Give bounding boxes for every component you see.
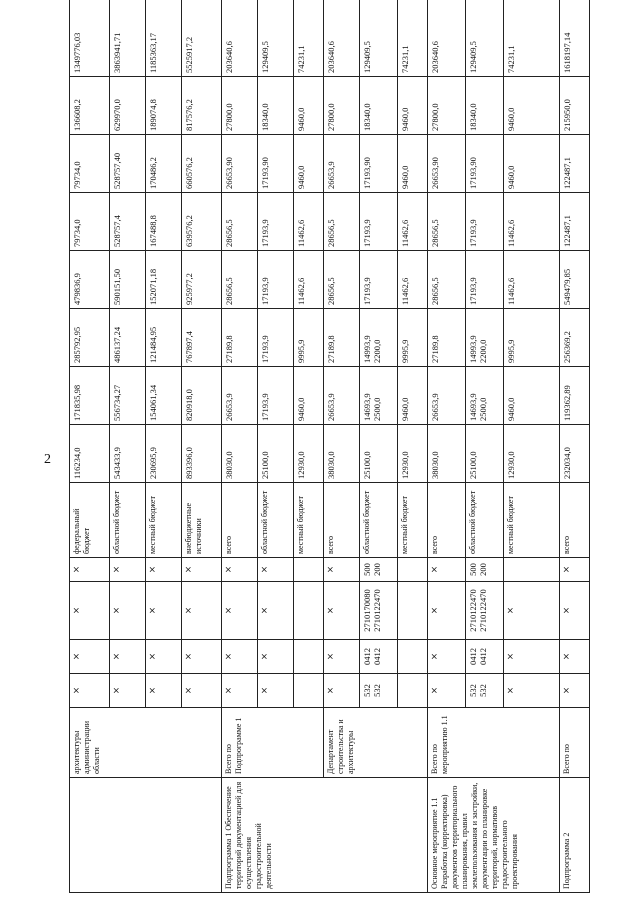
- amount-cell: 17193,90: [466, 135, 504, 193]
- amount-cell: 17193,9: [466, 251, 504, 309]
- amount-cell: 12930,0: [294, 425, 324, 483]
- amount-cell: 9460,0: [398, 77, 428, 135]
- amount-cell: 820918,0: [182, 367, 222, 425]
- amount-cell: 17193,9: [466, 193, 504, 251]
- amount-cell: 74231,1: [504, 0, 560, 77]
- amount-cell: 27800,0: [222, 77, 258, 135]
- executor-cell: Департамент строительства и архитектуры: [324, 708, 428, 778]
- amount-cell: 170486,2: [146, 135, 182, 193]
- expense-type-cell: ×: [146, 558, 182, 582]
- amount-cell: 26653,9: [222, 367, 258, 425]
- program-title-cell: Основное мероприятие 1.1 Разработка (корректировка) документов территориального планирования, правил землепользования и застройки, документации по планировке территорий, нормативов градостроительного проектирования: [428, 778, 560, 893]
- amount-cell: 18340,0: [360, 77, 398, 135]
- target-article-cell: 2710170080 2710122470: [360, 582, 398, 640]
- amount-cell: 116234,0: [70, 425, 110, 483]
- funding-source-cell: всего: [428, 483, 466, 558]
- target-article-cell: [294, 582, 324, 640]
- amount-cell: 26653,9: [324, 367, 360, 425]
- amount-cell: 17193,9: [258, 367, 294, 425]
- target-article-cell: ×: [146, 582, 182, 640]
- expense-type-cell: [504, 558, 560, 582]
- target-article-cell: ×: [222, 582, 258, 640]
- page-number: 2: [44, 452, 51, 467]
- table-row: [324, 0, 360, 893]
- amount-cell: 9460,0: [294, 135, 324, 193]
- amount-cell: 9995,9: [294, 309, 324, 367]
- amount-cell: 11462,6: [294, 193, 324, 251]
- executor-cell: Всего по мероприятию 1.1: [428, 708, 560, 778]
- target-article-cell: ×: [182, 582, 222, 640]
- amount-cell: 9460,0: [294, 367, 324, 425]
- amount-cell: 152071,18: [146, 251, 182, 309]
- amount-cell: 9460,0: [504, 77, 560, 135]
- amount-cell: 119362,89: [560, 367, 590, 425]
- expense-type-cell: 500 200: [360, 558, 398, 582]
- amount-cell: 893396,0: [182, 425, 222, 483]
- amount-cell: 14693,9 2500,0: [466, 367, 504, 425]
- funding-source-cell: местный бюджет: [294, 483, 324, 558]
- amount-cell: 27800,0: [324, 77, 360, 135]
- amount-cell: 767897,4: [182, 309, 222, 367]
- amount-cell: 590151,50: [110, 251, 146, 309]
- expense-type-cell: 500 200: [466, 558, 504, 582]
- amount-cell: 528757,4: [110, 193, 146, 251]
- expense-type-cell: [294, 558, 324, 582]
- amount-cell: 28656,5: [428, 193, 466, 251]
- amount-cell: 1349776,03: [70, 0, 110, 77]
- program-title-cell: Подпрограмма 1 Обеспечение территорий документацией для осуществления градостроительной деятельности: [222, 778, 428, 893]
- target-article-cell: 2710122470 2710122470: [466, 582, 504, 640]
- amount-cell: 3863941,71: [110, 0, 146, 77]
- amount-cell: 17193,9: [360, 193, 398, 251]
- amount-cell: 25100,0: [258, 425, 294, 483]
- section-code-cell: ×: [146, 640, 182, 674]
- funding-source-cell: всего: [222, 483, 258, 558]
- amount-cell: 925977,2: [182, 251, 222, 309]
- rotated-page: [69, 0, 640, 893]
- amount-cell: 1618197,14: [560, 0, 590, 77]
- expense-type-cell: ×: [222, 558, 258, 582]
- amount-cell: 74231,1: [294, 0, 324, 77]
- amount-cell: 122487,1: [560, 193, 590, 251]
- section-code-cell: 0412 0412: [466, 640, 504, 674]
- amount-cell: 9460,0: [504, 135, 560, 193]
- amount-cell: 12930,0: [398, 425, 428, 483]
- amount-cell: 189074,8: [146, 77, 182, 135]
- section-code-cell: [398, 640, 428, 674]
- amount-cell: 18340,0: [258, 77, 294, 135]
- amount-cell: 479836,9: [70, 251, 110, 309]
- amount-cell: 129409,5: [258, 0, 294, 77]
- amount-cell: 11462,6: [398, 193, 428, 251]
- table-row: [560, 0, 590, 893]
- amount-cell: 285792,95: [70, 309, 110, 367]
- amount-cell: 9995,9: [398, 309, 428, 367]
- amount-cell: 817576,2: [182, 77, 222, 135]
- grbs-code-cell: 532 532: [360, 674, 398, 708]
- target-article-cell: ×: [258, 582, 294, 640]
- grbs-code-cell: ×: [324, 674, 360, 708]
- amount-cell: 79734,0: [70, 193, 110, 251]
- executor-cell: Всего по Подпрограмме 1: [222, 708, 324, 778]
- amount-cell: 232034,0: [560, 425, 590, 483]
- funding-source-cell: местный бюджет: [398, 483, 428, 558]
- amount-cell: 38030,0: [222, 425, 258, 483]
- amount-cell: 256369,2: [560, 309, 590, 367]
- amount-cell: 122487,1: [560, 135, 590, 193]
- amount-cell: 17193,9: [258, 251, 294, 309]
- grbs-code-cell: ×: [222, 674, 258, 708]
- expense-type-cell: ×: [258, 558, 294, 582]
- amount-cell: 660576,2: [182, 135, 222, 193]
- section-code-cell: [294, 640, 324, 674]
- amount-cell: 154061,34: [146, 367, 182, 425]
- amount-cell: 25100,0: [360, 425, 398, 483]
- target-article-cell: [398, 582, 428, 640]
- amount-cell: 556734,27: [110, 367, 146, 425]
- section-code-cell: ×: [428, 640, 466, 674]
- amount-cell: 17193,9: [258, 193, 294, 251]
- amount-cell: 17193,90: [258, 135, 294, 193]
- program-title-cell: [70, 778, 222, 893]
- grbs-code-cell: [398, 674, 428, 708]
- amount-cell: 27189,8: [428, 309, 466, 367]
- funding-source-cell: всего: [560, 483, 590, 558]
- section-code-cell: ×: [222, 640, 258, 674]
- amount-cell: 11462,6: [504, 251, 560, 309]
- amount-cell: 17193,9: [258, 309, 294, 367]
- section-code-cell: ×: [504, 640, 560, 674]
- amount-cell: 28656,5: [222, 251, 258, 309]
- grbs-code-cell: ×: [560, 674, 590, 708]
- amount-cell: 121484,95: [146, 309, 182, 367]
- amount-cell: 639576,2: [182, 193, 222, 251]
- amount-cell: 18340,0: [466, 77, 504, 135]
- grbs-code-cell: ×: [258, 674, 294, 708]
- amount-cell: 17193,9: [360, 251, 398, 309]
- amount-cell: 74231,1: [398, 0, 428, 77]
- funding-source-cell: внебюджетные источники: [182, 483, 222, 558]
- section-code-cell: ×: [258, 640, 294, 674]
- target-article-cell: ×: [70, 582, 110, 640]
- funding-source-cell: местный бюджет: [146, 483, 182, 558]
- expense-type-cell: [398, 558, 428, 582]
- amount-cell: 14993,9 2200,0: [360, 309, 398, 367]
- target-article-cell: ×: [110, 582, 146, 640]
- amount-cell: 129409,5: [360, 0, 398, 77]
- amount-cell: 38030,0: [428, 425, 466, 483]
- amount-cell: 486137,24: [110, 309, 146, 367]
- amount-cell: 28656,5: [428, 251, 466, 309]
- table-row: [428, 0, 466, 893]
- expense-type-cell: ×: [110, 558, 146, 582]
- section-code-cell: ×: [560, 640, 590, 674]
- grbs-code-cell: ×: [428, 674, 466, 708]
- table-row: [222, 0, 258, 893]
- amount-cell: 14693,9 2500,0: [360, 367, 398, 425]
- funding-source-cell: областной бюджет: [466, 483, 504, 558]
- amount-cell: 12930,0: [504, 425, 560, 483]
- amount-cell: 543433,9: [110, 425, 146, 483]
- funding-source-cell: областной бюджет: [258, 483, 294, 558]
- amount-cell: 25100,0: [466, 425, 504, 483]
- expense-type-cell: ×: [324, 558, 360, 582]
- grbs-code-cell: ×: [146, 674, 182, 708]
- amount-cell: 11462,6: [504, 193, 560, 251]
- program-title-cell: Подпрограмма 2: [560, 778, 590, 893]
- target-article-cell: ×: [504, 582, 560, 640]
- section-code-cell: 0412 0412: [360, 640, 398, 674]
- amount-cell: 9995,9: [504, 309, 560, 367]
- target-article-cell: ×: [324, 582, 360, 640]
- amount-cell: 9460,0: [294, 77, 324, 135]
- amount-cell: 14993,9 2200,0: [466, 309, 504, 367]
- amount-cell: 27800,0: [428, 77, 466, 135]
- amount-cell: 11462,6: [398, 251, 428, 309]
- amount-cell: 9460,0: [398, 135, 428, 193]
- amount-cell: 26653,9: [428, 367, 466, 425]
- amount-cell: 27189,8: [222, 309, 258, 367]
- grbs-code-cell: ×: [70, 674, 110, 708]
- executor-cell: Всего по: [560, 708, 590, 778]
- amount-cell: 26653,9: [324, 135, 360, 193]
- grbs-code-cell: 532 532: [466, 674, 504, 708]
- amount-cell: 136608,2: [70, 77, 110, 135]
- amount-cell: 629970,0: [110, 77, 146, 135]
- amount-cell: 215950,0: [560, 77, 590, 135]
- amount-cell: 26653,90: [222, 135, 258, 193]
- amount-cell: 17193,90: [360, 135, 398, 193]
- amount-cell: 11462,6: [294, 251, 324, 309]
- budget-table: [69, 0, 590, 893]
- amount-cell: 28656,5: [222, 193, 258, 251]
- grbs-code-cell: ×: [110, 674, 146, 708]
- amount-cell: 79734,0: [70, 135, 110, 193]
- expense-type-cell: ×: [560, 558, 590, 582]
- amount-cell: 203640,6: [428, 0, 466, 77]
- section-code-cell: ×: [70, 640, 110, 674]
- amount-cell: 528757,40: [110, 135, 146, 193]
- funding-source-cell: областной бюджет: [110, 483, 146, 558]
- amount-cell: 203640,6: [222, 0, 258, 77]
- amount-cell: 9460,0: [504, 367, 560, 425]
- amount-cell: 38030,0: [324, 425, 360, 483]
- section-code-cell: ×: [324, 640, 360, 674]
- amount-cell: 27189,8: [324, 309, 360, 367]
- target-article-cell: ×: [428, 582, 466, 640]
- expense-type-cell: ×: [70, 558, 110, 582]
- executor-cell: архитектуры администрации области: [70, 708, 222, 778]
- amount-cell: 230695,9: [146, 425, 182, 483]
- amount-cell: 549479,85: [560, 251, 590, 309]
- amount-cell: 26653,90: [428, 135, 466, 193]
- section-code-cell: ×: [110, 640, 146, 674]
- table-row: [70, 0, 110, 893]
- funding-source-cell: федеральный бюджет: [70, 483, 110, 558]
- expense-type-cell: ×: [428, 558, 466, 582]
- funding-source-cell: всего: [324, 483, 360, 558]
- funding-source-cell: областной бюджет: [360, 483, 398, 558]
- amount-cell: 167488,8: [146, 193, 182, 251]
- amount-cell: 28656,5: [324, 251, 360, 309]
- amount-cell: 203640,6: [324, 0, 360, 77]
- section-code-cell: ×: [182, 640, 222, 674]
- grbs-code-cell: [294, 674, 324, 708]
- expense-type-cell: ×: [182, 558, 222, 582]
- grbs-code-cell: ×: [504, 674, 560, 708]
- amount-cell: 5525917,2: [182, 0, 222, 77]
- target-article-cell: ×: [560, 582, 590, 640]
- grbs-code-cell: ×: [182, 674, 222, 708]
- amount-cell: 171835,98: [70, 367, 110, 425]
- amount-cell: 1185363,17: [146, 0, 182, 77]
- funding-source-cell: местный бюджет: [504, 483, 560, 558]
- amount-cell: 28656,5: [324, 193, 360, 251]
- amount-cell: 129409,5: [466, 0, 504, 77]
- amount-cell: 9460,0: [398, 367, 428, 425]
